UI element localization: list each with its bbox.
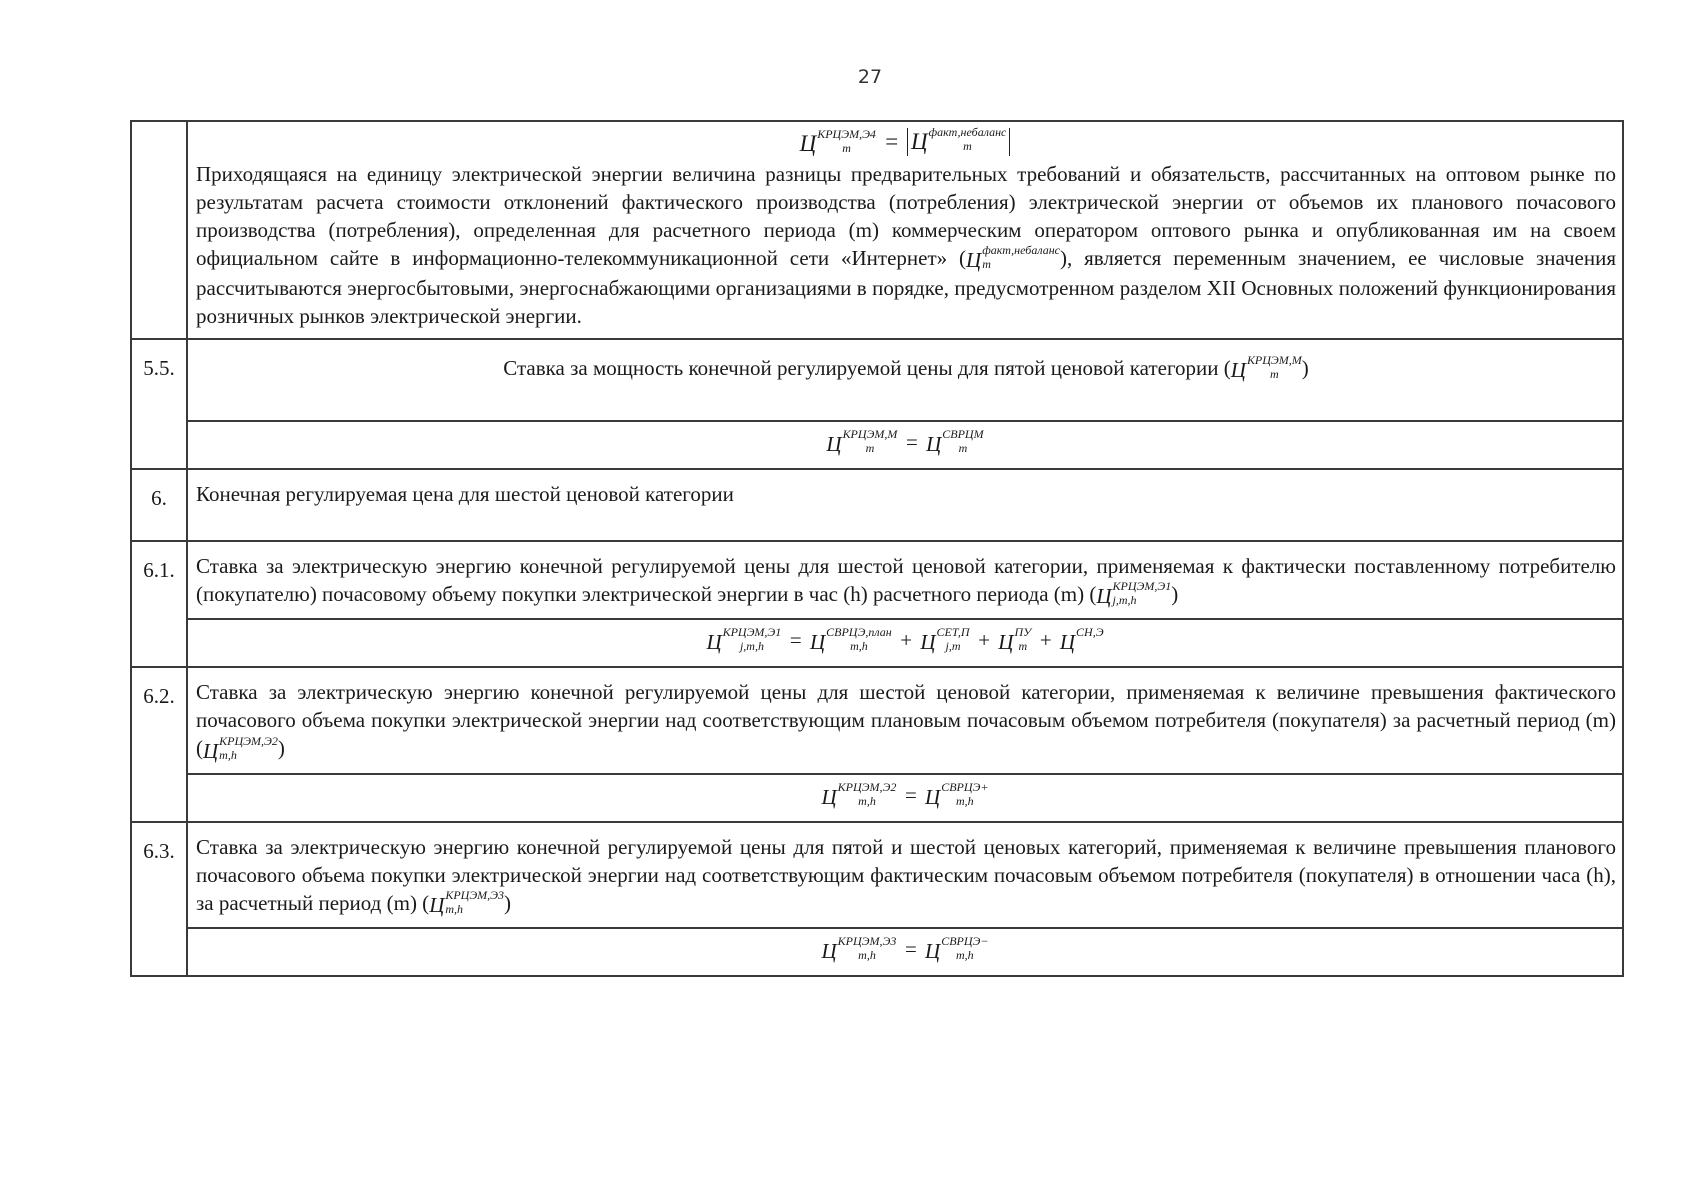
table-row xyxy=(131,822,1623,928)
table-row xyxy=(131,339,1623,421)
row-title-5-5: Ставка за мощность конечной регулируемой цены для пятой ценовой категории ( Ц КРЦЭМ,М m ) xyxy=(187,339,1623,421)
e4-paragraph: Приходящаяся на единицу электрической энергии величина разницы предварительных требований и обязательств, рассчитанных на оптовом рынке по результатам расчета стоимости отклонений фактического производства (потребления) электрической энергии от объемов их планового почасового производства (потребления), определенная для расчетного периода (m) коммерческим оператором оптового рынка и опубликованная им на своем официальном сайте в информационно-телекоммуникационной сети «Интернет» ( Ц факт,небаланс m ), является переменным значением, ее числовые значения рассчитываются энергосбытовыми, энергоснабжающими организациями в порядке, предусмотренном разделом XII Основных положений функционирования розничных рынков электрической энергии. xyxy=(196,161,1616,328)
table-row xyxy=(131,469,1623,541)
table-row xyxy=(131,619,1623,667)
row-number-cell: 6.3. xyxy=(131,822,187,976)
table-row xyxy=(131,774,1623,822)
row-title-6-1: Ставка за электрическую энергию конечной регулируемой цены для шестой ценовой категории, применяемая к фактически поставленному потребителю (покупателю) почасовому объему покупки электрической энергии в час (h) расчетного периода (m) ( Ц КРЦЭМ,Э1 j,m,h ) xyxy=(187,541,1623,619)
table-row xyxy=(131,121,1623,339)
row-number-cell: 6. xyxy=(131,469,187,541)
row-number-cell xyxy=(131,121,187,339)
formula-6-1: Ц КРЦЭМ,Э1 j,m,h = Ц СВРЦЭ,план m,h + Ц СЕТ,П j,m + Ц ПУ m + Ц СН,Э xyxy=(187,619,1623,667)
formula-6-3: Ц КРЦЭМ,Э3 m,h = Ц СВРЦЭ− m,h xyxy=(187,928,1623,976)
table-row xyxy=(131,541,1623,619)
row-number-cell: 6.2. xyxy=(131,667,187,821)
tariff-table xyxy=(130,120,1624,977)
page-number: 27 xyxy=(857,66,883,88)
row-title-6: Конечная регулируемая цена для шестой ценовой категории xyxy=(187,469,1623,541)
row-number-cell: 5.5. xyxy=(131,339,187,469)
row-number-cell: 6.1. xyxy=(131,541,187,667)
row-title-6-3: Ставка за электрическую энергию конечной регулируемой цены для пятой и шестой ценовых категорий, применяемая к величине превышения планового почасового объема покупки электрической энергии над соответствующим фактическим почасовым объемом потребителя (покупателя) в отношении часа (h), за расчетный период (m) ( Ц КРЦЭМ,Э3 m,h ) xyxy=(187,822,1623,928)
table-row xyxy=(131,421,1623,469)
formula-5-5: Ц КРЦЭМ,М m = Ц СВРЦМ m xyxy=(187,421,1623,469)
formula-e4: Ц КРЦЭМ,Э4 m = Ц факт,небаланс m xyxy=(188,122,1622,160)
e4-content-cell xyxy=(187,121,1623,339)
table-row xyxy=(131,928,1623,976)
formula-6-2: Ц КРЦЭМ,Э2 m,h = Ц СВРЦЭ+ m,h xyxy=(187,774,1623,822)
table-row xyxy=(131,667,1623,773)
row-title-6-2: Ставка за электрическую энергию конечной регулируемой цены для шестой ценовой категории, применяемая к величине превышения фактического почасового объема покупки электрической энергии над соответствующим плановым почасовым объемом потребителя (покупателя) за расчетный период (m) ( Ц КРЦЭМ,Э2 m,h ) xyxy=(187,667,1623,773)
